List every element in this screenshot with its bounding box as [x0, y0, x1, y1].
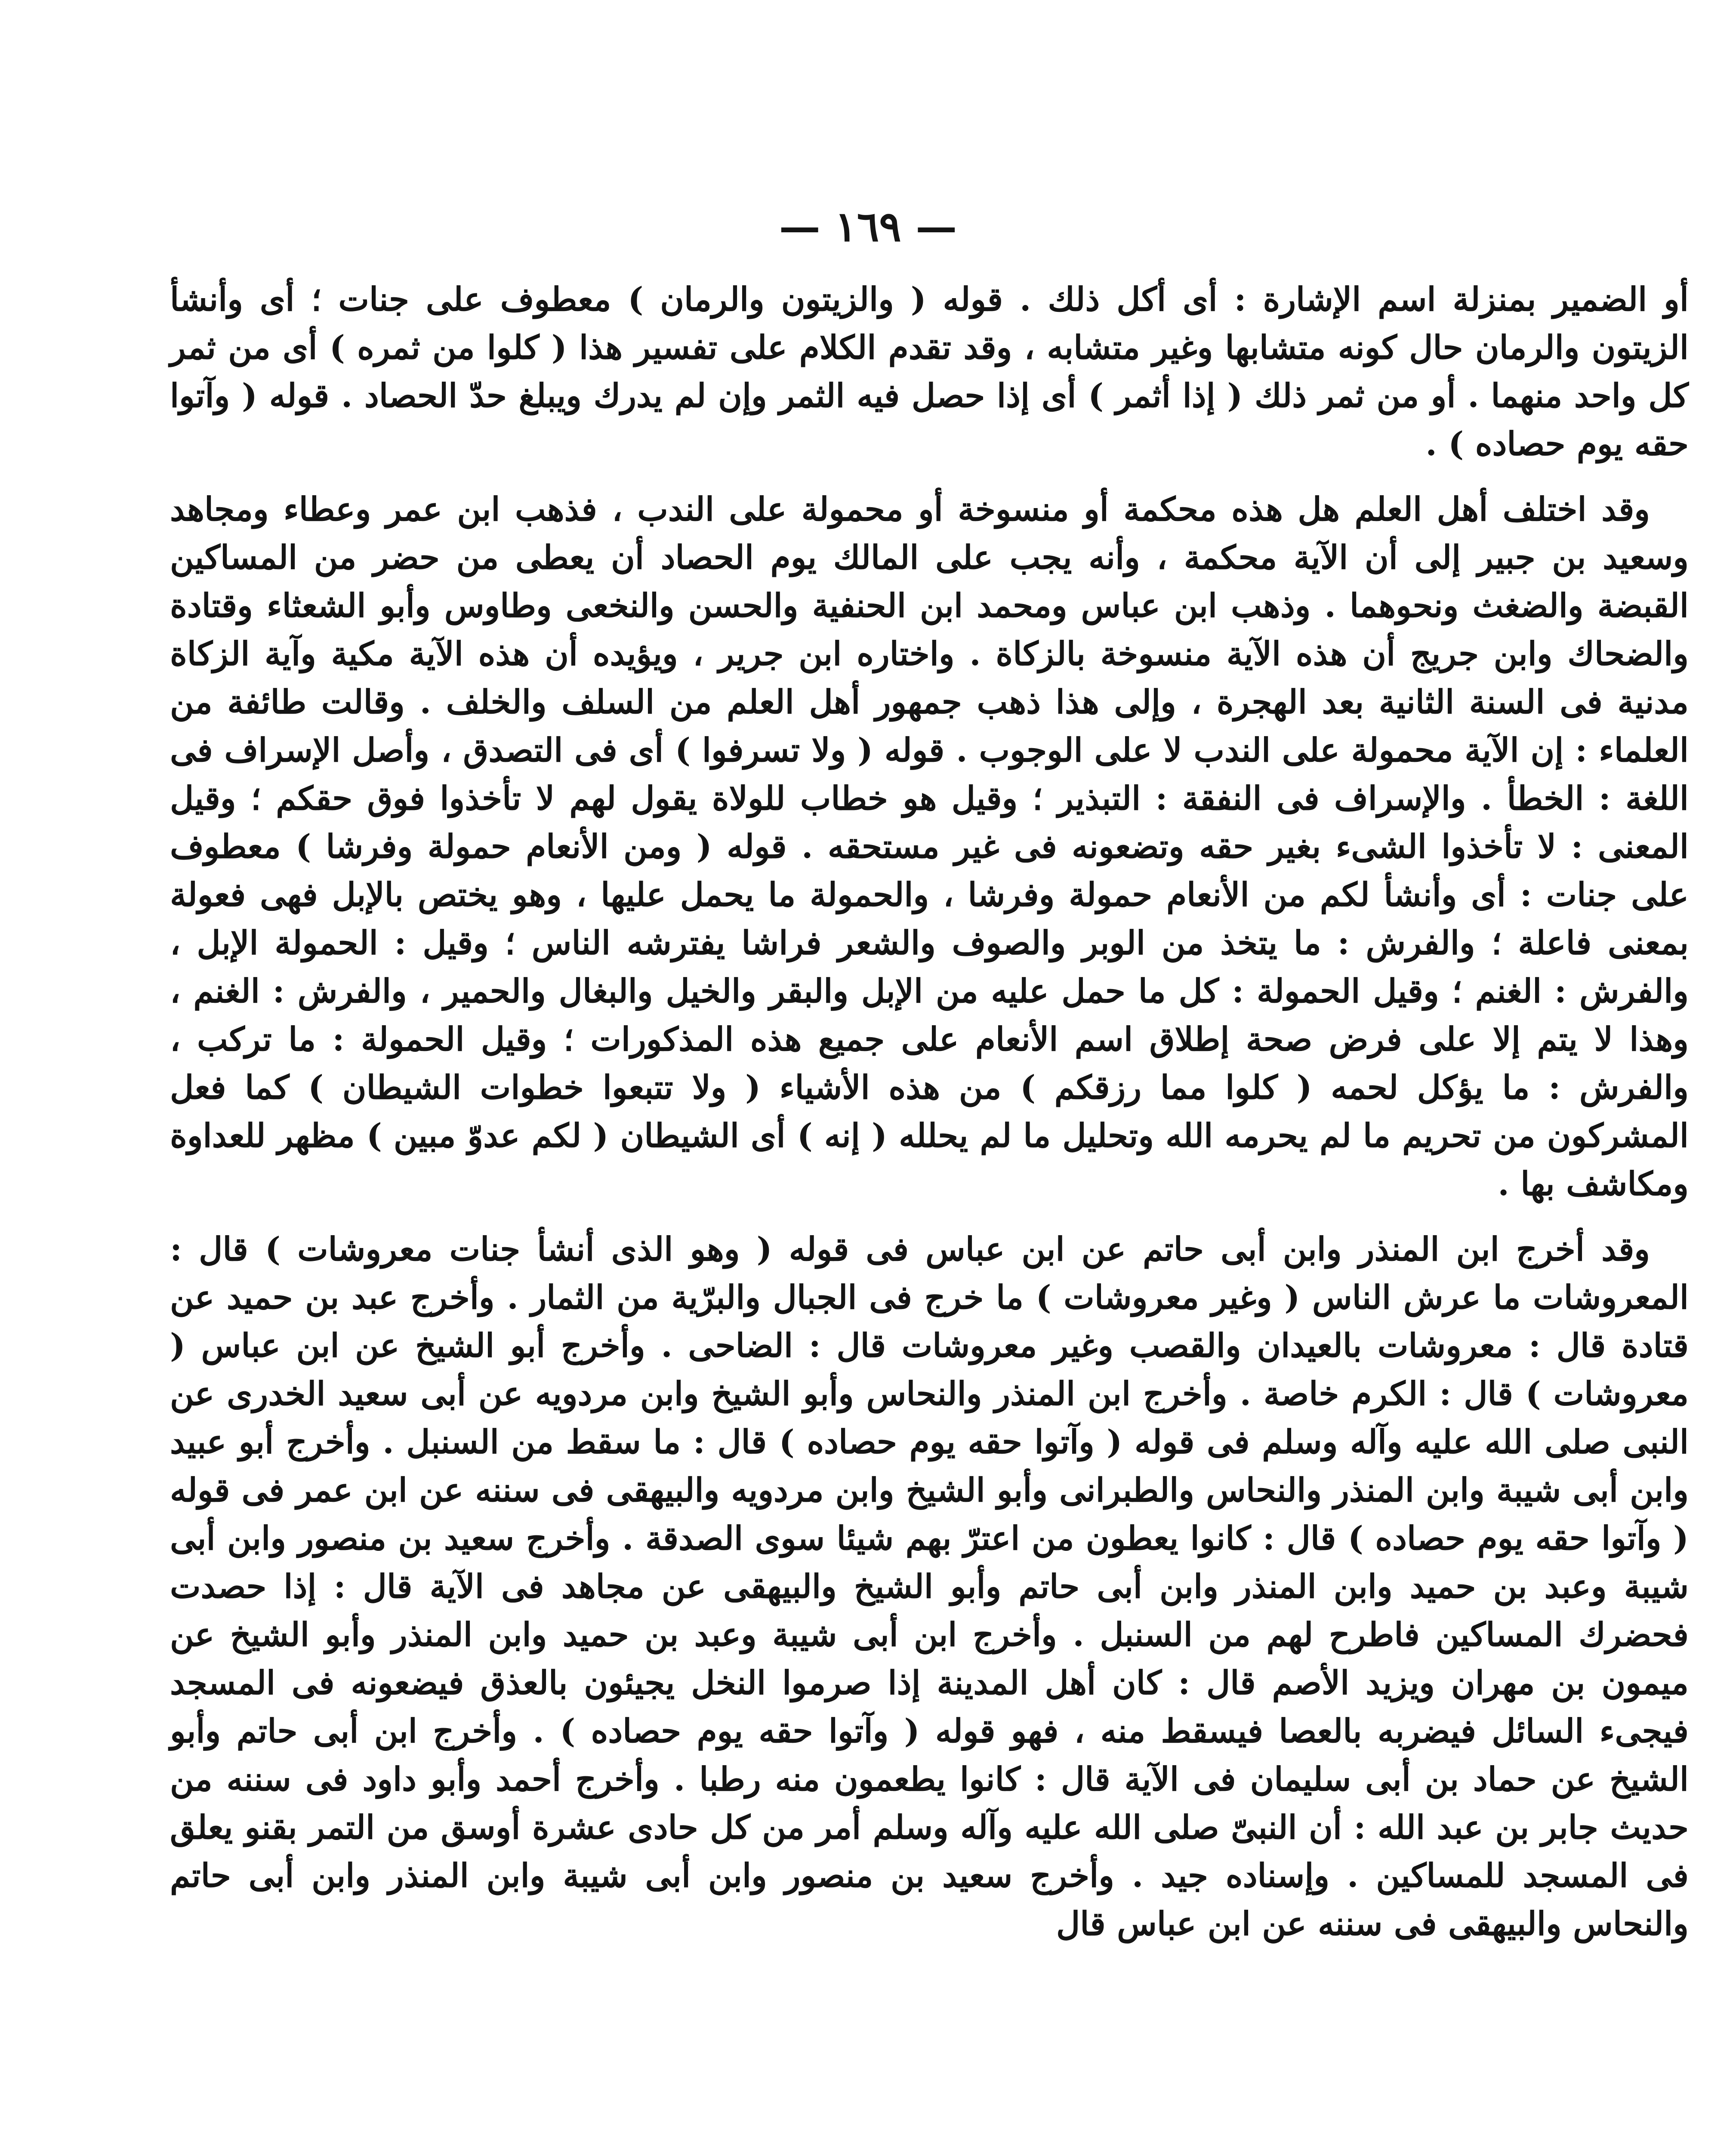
body-text	[170, 275, 1689, 1965]
paragraph-2: وقد اختلف أهل العلم هل هذه محكمة أو منسوخة أو محمولة على الندب ، فذهب ابن عمر وعطاء ومجاهد وسعيد بن جبير إلى أن الآية محكمة ، وأنه يجب على المالك يوم الحصاد أن يعطى من حضر من المساكين القبضة والضغث ونحوهما . وذهب ابن عباس ومحمد ابن الحنفية والحسن والنخعى وطاوس وأبو الشعثاء وقتادة والضحاك وابن جريج أن هذه الآية منسوخة بالزكاة . واختاره ابن جرير ، ويؤيده أن هذه الآية مكية وآية الزكاة مدنية فى السنة الثانية بعد الهجرة ، وإلى هذا ذهب جمهور أهل العلم من السلف والخلف . وقالت طائفة من العلماء : إن الآية محمولة على الندب لا على الوجوب . قوله ( ولا تسرفوا ) أى فى التصدق ، وأصل الإسراف فى اللغة : الخطأ . والإسراف فى النفقة : التبذير ؛ وقيل هو خطاب للولاة يقول لهم لا تأخذوا فوق حقكم ؛ وقيل المعنى : لا تأخذوا الشىء بغير حقه وتضعونه فى غير مستحقه . قوله ( ومن الأنعام حمولة وفرشا ) معطوف على جنات : أى وأنشأ لكم من الأنعام حمولة وفرشا ، والحمولة ما يحمل عليها ، وهو يختص بالإبل فهى فعولة بمعنى فاعلة ؛ والفرش : ما يتخذ من الوبر والصوف والشعر فراشا يفترشه الناس ؛ وقيل : الحمولة الإبل ، والفرش : الغنم ؛ وقيل الحمولة : كل ما حمل عليه من الإبل والبقر والخيل والبغال والحمير ، والفرش : الغنم ، وهذا لا يتم إلا على فرض صحة إطلاق اسم الأنعام على جميع هذه المذكورات ؛ وقيل الحمولة : ما تركب ، والفرش : ما يؤكل لحمه ( كلوا مما رزقكم ) من هذه الأشياء ( ولا تتبعوا خطوات الشيطان ) كما فعل المشركون من تحريم ما لم يحرمه الله وتحليل ما لم يحلله ( إنه ) أى الشيطان ( لكم عدوّ مبين ) مظهر للعداوة ومكاشف بها .	[170, 490, 1689, 1203]
page-number: — ١٦٩ —	[779, 202, 957, 251]
paragraph-1: أو الضمير بمنزلة اسم الإشارة : أى أكل ذلك . قوله ( والزيتون والرمان ) معطوف على جنات ؛ أى وأنشأ الزيتون والرمان حال كونه متشابها وغير متشابه ، وقد تقدم الكلام على تفسير هذا ( كلوا من ثمره ) أى من ثمر كل واحد منهما . أو من ثمر ذلك ( إذا أثمر ) أى إذا حصل فيه الثمر وإن لم يدرك ويبلغ حدّ الحصاد . قوله ( وآتوا حقه يوم حصاده ) .	[170, 280, 1689, 463]
paragraph-3: وقد أخرج ابن المنذر وابن أبى حاتم عن ابن عباس فى قوله ( وهو الذى أنشأ جنات معروشات ) قال : المعروشات ما عرش الناس ( وغير معروشات ) ما خرج فى الجبال والبرّية من الثمار . وأخرج عبد بن حميد عن قتادة قال : معروشات بالعيدان والقصب وغير معروشات قال : الضاحى . وأخرج أبو الشيخ عن ابن عباس ( معروشات ) قال : الكرم خاصة . وأخرج ابن المنذر والنحاس وأبو الشيخ وابن مردويه عن أبى سعيد الخدرى عن النبى صلى الله عليه وآله وسلم فى قوله ( وآتوا حقه يوم حصاده ) قال : ما سقط من السنبل . وأخرج أبو عبيد وابن أبى شيبة وابن المنذر والنحاس والطبرانى وأبو الشيخ وابن مردويه والبيهقى فى سننه عن ابن عمر فى قوله ( وآتوا حقه يوم حصاده ) قال : كانوا يعطون من اعترّ بهم شيئا سوى الصدقة . وأخرج سعيد بن منصور وابن أبى شيبة وعبد بن حميد وابن المنذر وابن أبى حاتم وأبو الشيخ والبيهقى عن مجاهد فى الآية قال : إذا حصدت فحضرك المساكين فاطرح لهم من السنبل . وأخرج ابن أبى شيبة وعبد بن حميد وابن المنذر وأبو الشيخ عن ميمون بن مهران ويزيد الأصم قال : كان أهل المدينة إذا صرموا النخل يجيئون بالعذق فيضعونه فى المسجد فيجىء السائل فيضربه بالعصا فيسقط منه ، فهو قوله ( وآتوا حقه يوم حصاده ) . وأخرج ابن أبى حاتم وأبو الشيخ عن حماد بن أبى سليمان فى الآية قال : كانوا يطعمون منه رطبا . وأخرج أحمد وأبو داود فى سننه من حديث جابر بن عبد الله : أن النبىّ صلى الله عليه وآله وسلم أمر من كل حادى عشرة أوسق من التمر بقنو يعلق فى المسجد للمساكين . وإسناده جيد . وأخرج سعيد بن منصور وابن أبى شيبة وابن المنذر وابن أبى حاتم والنحاس والبيهقى فى سننه عن ابن عباس قال	[170, 1230, 1689, 1943]
